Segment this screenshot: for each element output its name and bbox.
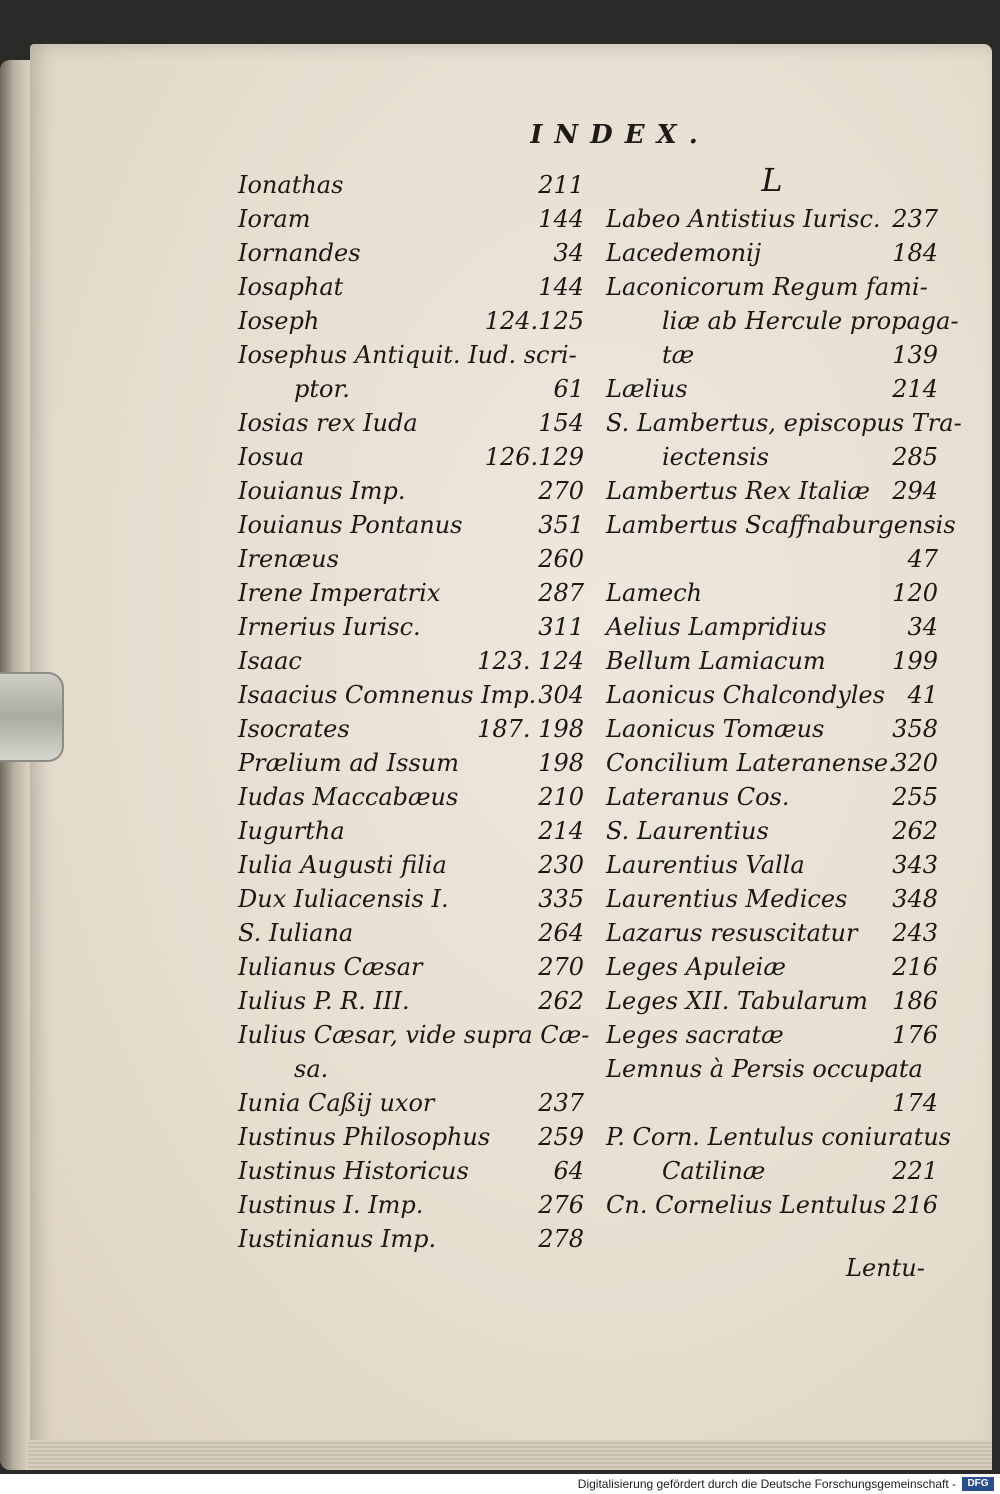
index-entry (238, 678, 584, 712)
entry-page: 270 (538, 953, 584, 981)
entry-page: 358 (892, 715, 938, 743)
entry-page: 259 (538, 1123, 584, 1151)
entry-name: Iosephus Antiquit. Iud. scri- (238, 341, 577, 369)
entry-name: Laconicorum Regum fami- (606, 273, 928, 301)
entry-page: 123. 124 (477, 647, 584, 675)
entry-page: 120 (892, 579, 938, 607)
entry-name: Iulianus Cæsar (238, 953, 423, 981)
index-entry (238, 780, 584, 814)
entry-name: Iugurtha (238, 817, 345, 845)
entry-page: 211 (538, 171, 584, 199)
index-entry (606, 202, 938, 236)
index-entry (238, 168, 584, 202)
entry-name: Iouianus Pontanus (238, 511, 463, 539)
entry-page: 186 (892, 987, 938, 1015)
index-entry (606, 712, 938, 746)
index-entry (238, 1188, 584, 1222)
entry-name: Bellum Lamiacum (606, 647, 826, 675)
entry-page: 216 (892, 953, 938, 981)
entry-page: 304 (538, 681, 584, 709)
entry-name: Lælius (606, 375, 688, 403)
entry-name: Iustinus I. Imp. (238, 1191, 424, 1219)
entry-name: Iunia Caßij uxor (238, 1089, 435, 1117)
entry-page: 255 (892, 783, 938, 811)
entry-page: 139 (892, 341, 938, 369)
entry-name: Ioseph (238, 307, 320, 335)
entry-page: 124.125 (484, 307, 584, 335)
entry-page: 276 (538, 1191, 584, 1219)
entry-page: 311 (538, 613, 584, 641)
page-stack-edge (28, 1440, 992, 1470)
entry-page: 144 (538, 205, 584, 233)
index-entry (606, 882, 938, 916)
entry-name: Iornandes (238, 239, 361, 267)
footer-bar (0, 1474, 1000, 1494)
entry-name: Ionathas (238, 171, 344, 199)
entry-name: Dux Iuliacensis I. (238, 885, 449, 913)
entry-page: 230 (538, 851, 584, 879)
section-letter: L (761, 161, 783, 199)
entry-name: Lazarus resuscitatur (606, 919, 858, 947)
index-entry (606, 610, 938, 644)
index-entry (238, 712, 584, 746)
index-entry (606, 270, 938, 304)
entry-page: 294 (892, 477, 938, 505)
entry-name: Laurentius Valla (606, 851, 805, 879)
entry-page: 221 (892, 1157, 938, 1185)
entry-name: Lamech (606, 579, 703, 607)
entry-name: Lateranus Cos. (606, 783, 790, 811)
entry-page: 144 (538, 273, 584, 301)
entry-page: 64 (553, 1157, 584, 1185)
entry-page: 348 (892, 885, 938, 913)
entry-name: Cn. Cornelius Lentulus (606, 1191, 886, 1219)
index-entry (606, 1154, 938, 1188)
entry-page: 285 (892, 443, 938, 471)
entry-name: Iustinus Philosophus (238, 1123, 491, 1151)
index-entry (238, 950, 584, 984)
entry-page: 34 (907, 613, 938, 641)
index-entry (238, 236, 584, 270)
index-entry (238, 202, 584, 236)
entry-name: Lemnus à Persis occupata (606, 1055, 923, 1083)
index-entry (238, 1086, 584, 1120)
right-index-column (606, 160, 962, 1222)
index-entry (238, 916, 584, 950)
entry-name: Iouianus Imp. (238, 477, 406, 505)
index-entry (238, 848, 584, 882)
index-entry (606, 916, 938, 950)
index-entry (238, 1154, 584, 1188)
entry-name: Leges sacratæ (606, 1021, 784, 1049)
entry-name: Irene Imperatrix (238, 579, 441, 607)
index-entry (606, 1018, 938, 1052)
index-entry (238, 984, 584, 1018)
index-entry (238, 406, 584, 440)
entry-name: Lambertus Rex Italiæ (606, 477, 870, 505)
entry-page: 214 (892, 375, 938, 403)
entry-page: 184 (892, 239, 938, 267)
index-entry (606, 576, 938, 610)
entry-page: 187. 198 (477, 715, 584, 743)
page-header: INDEX. (530, 120, 710, 150)
entry-page: 237 (892, 205, 938, 233)
index-entry (606, 304, 959, 338)
entry-page: 262 (538, 987, 584, 1015)
index-entry (238, 610, 584, 644)
entry-name: Iulius Cæsar, vide supra Cæ- (238, 1021, 590, 1049)
entry-page: 351 (538, 511, 584, 539)
footer-credit: Digitalisierung gefördert durch die Deutsche Forschungsgemeinschaft - (577, 1477, 956, 1491)
index-entry (606, 848, 938, 882)
entry-page: 126.129 (484, 443, 584, 471)
entry-page: 214 (538, 817, 584, 845)
entry-name: Aelius Lampridius (606, 613, 827, 641)
entry-page: 154 (538, 409, 584, 437)
entry-page: 34 (553, 239, 584, 267)
entry-name: S. Laurentius (606, 817, 769, 845)
entry-name: Irnerius Iurisc. (238, 613, 421, 641)
entry-name: S. Iuliana (238, 919, 354, 947)
entry-page: 210 (538, 783, 584, 811)
entry-name: Iulius P. R. III. (238, 987, 410, 1015)
index-entry (238, 304, 584, 338)
index-entry (238, 1052, 584, 1086)
index-entry (606, 1052, 938, 1086)
index-entry (606, 984, 938, 1018)
index-entry (238, 270, 584, 304)
entry-name: liæ ab Hercule propaga- (662, 307, 959, 335)
index-entry (238, 372, 584, 406)
index-entry (238, 814, 584, 848)
entry-name: Labeo Antistius Iurisc. (606, 205, 881, 233)
entry-page: 237 (538, 1089, 584, 1117)
entry-name: Leges XII. Tabularum (606, 987, 868, 1015)
left-index-column (238, 168, 590, 1256)
entry-name: Isaac (238, 647, 302, 675)
entry-name: Ioram (238, 205, 311, 233)
index-entry (606, 780, 938, 814)
entry-name: Concilium Lateranense. (606, 749, 896, 777)
index-entry (606, 338, 938, 372)
entry-name: Prælium ad Issum (238, 749, 460, 777)
entry-name: S. Lambertus, episcopus Tra- (606, 409, 962, 437)
index-entry (238, 644, 584, 678)
index-entry (238, 1120, 584, 1154)
index-entry (238, 474, 584, 508)
index-entry (606, 406, 962, 440)
entry-name: tæ (662, 341, 695, 369)
entry-page: 287 (538, 579, 584, 607)
entry-name: Iulia Augusti filia (238, 851, 447, 879)
index-entry (238, 542, 584, 576)
entry-name: Iosua (238, 443, 305, 471)
index-entry (606, 814, 938, 848)
index-entry (606, 1188, 938, 1222)
entry-page: 176 (892, 1021, 938, 1049)
index-entry (606, 1120, 951, 1154)
index-entry (606, 1086, 938, 1120)
index-entry (606, 236, 938, 270)
entry-name: Laonicus Chalcondyles (606, 681, 885, 709)
right-entries (606, 202, 962, 1222)
entry-name: Iosaphat (238, 273, 344, 301)
entry-page: 47 (907, 545, 938, 573)
entry-page: 216 (892, 1191, 938, 1219)
index-entry (238, 1018, 590, 1052)
page-clip (0, 672, 64, 762)
entry-page: 174 (892, 1089, 938, 1117)
entry-name: Iosias rex Iuda (238, 409, 418, 437)
entry-name: Lacedemonij (606, 239, 762, 267)
index-entry (238, 338, 584, 372)
entry-name: P. Corn. Lentulus coniuratus (606, 1123, 951, 1151)
index-entry (606, 678, 938, 712)
entry-name: Leges Apuleiæ (606, 953, 786, 981)
entry-name: Lambertus Scaffnaburgensis (606, 511, 956, 539)
index-entry (238, 576, 584, 610)
index-entry (606, 440, 938, 474)
index-entry (238, 440, 584, 474)
index-entry (238, 882, 584, 916)
entry-page: 61 (553, 375, 584, 403)
index-entry (606, 644, 938, 678)
catchword: Lentu- (846, 1254, 925, 1282)
index-entry (606, 508, 956, 542)
index-entry (606, 372, 938, 406)
entry-name: Laurentius Medices (606, 885, 848, 913)
index-entry (606, 746, 938, 780)
entry-name: Laonicus Tomæus (606, 715, 825, 743)
entry-page: 198 (538, 749, 584, 777)
entry-name: Irenæus (238, 545, 339, 573)
entry-page: 199 (892, 647, 938, 675)
entry-page: 243 (892, 919, 938, 947)
entry-name: Iudas Maccabæus (238, 783, 459, 811)
index-entry (606, 542, 938, 576)
entry-name: Iustinianus Imp. (238, 1225, 437, 1253)
entry-name: Catilinæ (662, 1157, 766, 1185)
entry-name: Iustinus Historicus (238, 1157, 469, 1185)
entry-name: Isocrates (238, 715, 350, 743)
entry-page: 41 (907, 681, 938, 709)
index-entry (238, 508, 584, 542)
entry-page: 270 (538, 477, 584, 505)
dfg-logo: DFG (962, 1477, 994, 1491)
index-entry (606, 474, 938, 508)
entry-name: sa. (294, 1055, 329, 1083)
entry-page: 260 (538, 545, 584, 573)
entry-name: iectensis (662, 443, 769, 471)
index-entry (238, 1222, 584, 1256)
entry-page: 320 (892, 749, 938, 777)
entry-page: 335 (538, 885, 584, 913)
entry-page: 264 (538, 919, 584, 947)
entry-page: 262 (892, 817, 938, 845)
entry-page: 343 (892, 851, 938, 879)
entry-name: Isaacius Comnenus Imp. (238, 681, 537, 709)
entry-name: ptor. (294, 375, 350, 403)
entry-page: 278 (538, 1225, 584, 1253)
index-entry (238, 746, 584, 780)
index-entry (606, 950, 938, 984)
